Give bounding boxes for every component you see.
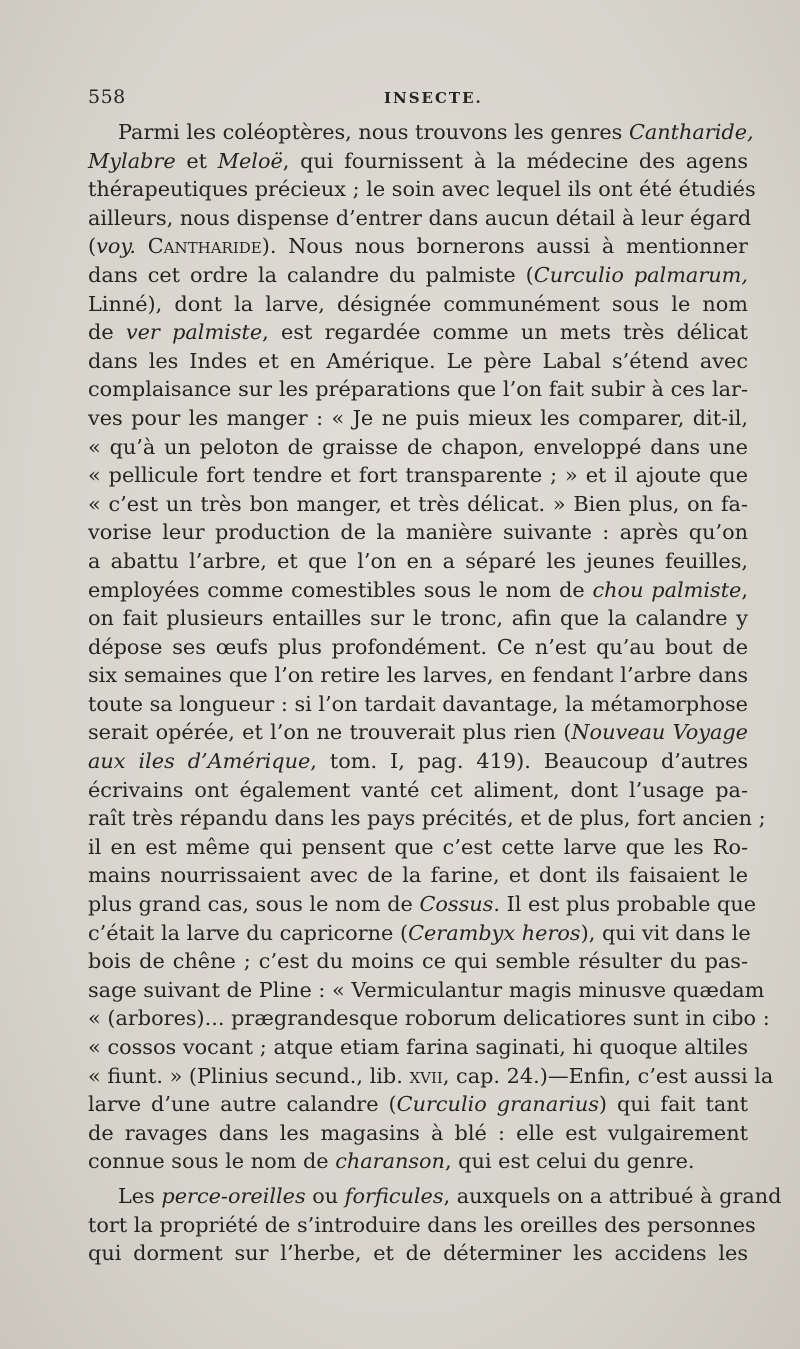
page-number: 558	[88, 86, 126, 108]
text-run: « fiunt. » (Plinius secund., lib.	[88, 1063, 410, 1088]
text-run: de	[88, 320, 126, 345]
text-run: , tom. I, pag. 419). Beaucoup d’autres	[310, 749, 748, 774]
italic-text: Mylabre	[88, 148, 176, 173]
italic-text: forficules	[344, 1183, 444, 1208]
text-line	[88, 833, 748, 862]
text-line	[88, 576, 748, 605]
text-run	[136, 234, 148, 258]
italic-text: perce-oreilles	[161, 1183, 306, 1208]
text-line	[88, 804, 766, 833]
text-run: toute sa longueur : si l’on tardait davantage, la métamorphose	[88, 691, 748, 716]
text-run: ,	[741, 577, 748, 602]
text-run: , auxquels on a attribué à grand	[443, 1183, 782, 1208]
text-line	[88, 261, 748, 290]
text-line	[88, 861, 748, 890]
text-line	[88, 1239, 748, 1268]
text-run: six semaines que l’on retire les larves, en fendant l’arbre dans	[88, 663, 748, 688]
text-run: plus grand cas, sous le nom de	[88, 892, 420, 917]
italic-text: chou palmiste	[592, 577, 742, 602]
text-run: serait opérée, et l’on ne trouverait plus rien (	[88, 720, 572, 745]
italic-text: Curculio palmarum,	[533, 262, 748, 287]
page-header	[88, 86, 748, 116]
italic-text: Nouveau Voyage	[571, 720, 748, 745]
text-line	[88, 204, 752, 233]
text-line	[88, 404, 748, 433]
text-line	[88, 1211, 756, 1240]
text-run: complaisance sur les préparations que l’on fait subir à ces lar-	[88, 377, 748, 402]
text-run: sage suivant de Pline : « Vermiculantur magis minusve quædam	[88, 977, 765, 1002]
text-line	[88, 661, 748, 690]
italic-text: Curculio granarius	[396, 1092, 599, 1117]
text-run: tort la propriété de s’introduire dans les oreilles des personnes	[88, 1212, 756, 1237]
text-run: Parmi les coléoptères, nous trouvons les genres	[118, 120, 629, 144]
italic-text: charanson	[335, 1149, 445, 1174]
text-line	[88, 175, 756, 204]
italic-text: ver palmiste	[125, 320, 263, 345]
text-run: . Il est plus probable que	[493, 892, 757, 917]
text-line	[88, 347, 748, 376]
text-line	[88, 604, 748, 633]
text-run: (	[88, 234, 97, 259]
text-run: thérapeutiques précieux ; le soin avec lequel ils ont été étudiés	[88, 177, 756, 202]
text-run: « qu’à un peloton de graisse de chapon, enveloppé dans une	[88, 434, 748, 459]
text-line	[88, 919, 751, 948]
text-line	[88, 747, 748, 776]
text-line	[88, 490, 748, 519]
italic-text: Cerambyx heros	[408, 920, 581, 945]
text-line	[88, 147, 748, 176]
text-line	[88, 118, 754, 147]
text-line	[88, 1033, 748, 1062]
text-run: raît très répandu dans les pays précités, et de plus, fort ancien ;	[88, 806, 766, 831]
text-run: on fait plusieurs entailles sur le tronc, afin que la calandre y	[88, 606, 748, 631]
text-line	[88, 1004, 770, 1033]
text-line	[88, 375, 748, 404]
text-run: ). Nous nous bornerons aussi à mentionner	[261, 234, 748, 259]
text-line	[88, 776, 748, 805]
text-run: ou	[305, 1183, 345, 1208]
text-run: « cossos vocant ; atque etiam farina saginati, hi quoque altiles	[88, 1035, 748, 1059]
italic-text: Cantharide,	[628, 120, 754, 144]
text-line	[88, 890, 757, 919]
text-run: c’était la larve du capricorne (	[88, 920, 409, 945]
text-run: et	[175, 148, 218, 173]
paragraph	[88, 118, 774, 1176]
text-run: mains nourrissaient avec de la farine, et dont ils faisaient le	[88, 863, 748, 888]
text-run: , est regardée comme un mets très délicat	[262, 320, 748, 345]
text-run: Les	[118, 1183, 162, 1208]
italic-text: Meloë	[217, 148, 283, 173]
text-line	[88, 690, 748, 719]
text-line	[88, 1147, 748, 1176]
italic-text: Cossus	[419, 892, 494, 917]
text-run: « c’est un très bon manger, et très délicat. » Bien plus, on fa-	[88, 491, 748, 516]
small-caps-text: xvii	[409, 1063, 443, 1088]
text-line	[88, 1090, 748, 1119]
text-run: , qui fournissent à la médecine des agens	[282, 148, 748, 173]
text-run: de ravages dans les magasins à blé : elle est vulgairement	[88, 1120, 748, 1145]
text-line	[88, 1062, 774, 1091]
text-run: larve d’une autre calandre (	[88, 1092, 397, 1117]
text-run: écrivains ont également vanté cet aliment, dont l’usage pa-	[88, 777, 748, 802]
body-text	[88, 118, 782, 1268]
text-line	[88, 461, 748, 490]
text-run: Linné), dont la larve, désignée communément sous le nom	[88, 291, 748, 316]
text-line	[88, 633, 748, 662]
text-run: « (arbores)... prægrandesque roborum delicatiores sunt in cibo :	[88, 1006, 770, 1031]
text-run: ) qui fait tant	[598, 1092, 748, 1117]
text-run: ailleurs, nous dispense d’entrer dans aucun détail à leur égard	[88, 205, 752, 230]
text-run: connue sous le nom de	[88, 1149, 336, 1174]
text-run: employées comme comestibles sous le nom de	[88, 577, 593, 602]
paragraph	[88, 1182, 782, 1268]
text-line	[88, 718, 748, 747]
text-line	[88, 518, 748, 547]
text-line	[88, 318, 748, 347]
text-line	[88, 1119, 748, 1148]
italic-text: aux iles d’Amérique	[88, 749, 311, 774]
text-line	[88, 1182, 782, 1211]
text-line	[88, 232, 748, 261]
text-line	[88, 947, 748, 976]
text-line	[88, 290, 748, 319]
text-line	[88, 547, 748, 576]
small-caps-text: Cantharide	[147, 234, 262, 259]
text-run: il en est même qui pensent que c’est cette larve que les Ro-	[88, 834, 748, 859]
italic-text: voy.	[96, 234, 136, 259]
text-run: dans cet ordre la calandre du palmiste (	[88, 262, 534, 287]
text-run: ves pour les manger : « Je ne puis mieux les comparer, dit-il,	[88, 405, 748, 430]
text-run: qui dorment sur l’herbe, et de déterminer les accidens les	[88, 1241, 748, 1266]
text-run: a abattu l’arbre, et que l’on en a séparé les jeunes feuilles,	[88, 548, 748, 573]
text-run: , qui est celui du genre.	[444, 1149, 695, 1174]
text-line	[88, 433, 748, 462]
text-run: bois de chêne ; c’est du moins ce qui semble résulter du pas-	[88, 949, 748, 974]
text-run: dans les Indes et en Amérique. Le père Labal s’étend avec	[88, 348, 748, 373]
text-run: dépose ses œufs plus profondément. Ce n’est qu’au bout de	[88, 634, 748, 659]
text-run: « pellicule fort tendre et fort transparente ; » et il ajoute que	[88, 463, 748, 488]
text-run: ), qui vit dans le	[580, 920, 751, 945]
text-run: vorise leur production de la manière suivante : après qu’on	[88, 520, 748, 545]
text-line	[88, 976, 765, 1005]
running-head: INSECTE.	[384, 89, 483, 107]
text-run: , cap. 24.)—Enfin, c’est aussi la	[442, 1063, 774, 1088]
